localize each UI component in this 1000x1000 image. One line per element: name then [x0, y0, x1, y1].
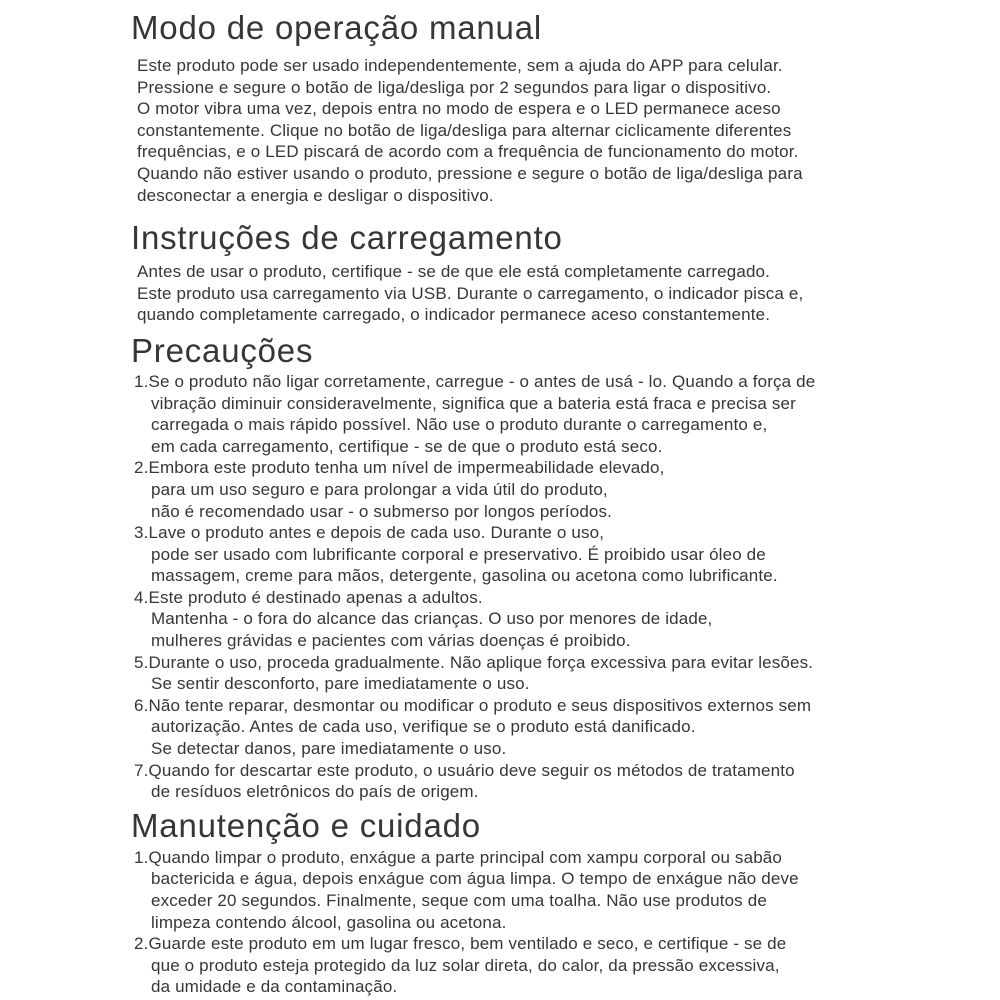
section-paragraph — [137, 261, 905, 326]
text-line: Embora este produto tenha um nível de impermeabilidade elevado, — [148, 458, 665, 478]
text-line: exceder 20 segundos. Finalmente, seque com uma toalha. Não use produtos de — [151, 891, 767, 910]
text-line: em cada carregamento, certifique - se de que o produto está seco. — [151, 436, 663, 456]
list-item — [134, 933, 905, 998]
list-item — [134, 522, 905, 587]
text-line: Lave o produto antes e depois de cada uso. Durante o uso, — [148, 523, 605, 543]
text-line: constantemente. Clique no botão de liga/desliga para alternar ciclicamente diferentes — [137, 120, 792, 140]
text-line: Se o produto não ligar corretamente, carregue - o antes de usá - lo. Quando a força de — [148, 371, 816, 391]
text-line: Este produto pode ser usado independentemente, sem a ajuda do APP para celular. — [137, 56, 783, 75]
text-line: que o produto esteja protegido da luz solar direta, do calor, da pressão excessiva, — [151, 955, 780, 975]
item-number: 1. — [134, 847, 149, 867]
list-item — [134, 371, 905, 457]
text-line: mulheres grávidas e pacientes com várias doenças é proibido. — [151, 631, 631, 651]
list-item — [134, 695, 905, 760]
section-title: Modo de operação manual — [131, 9, 542, 46]
item-number: 6. — [134, 695, 149, 715]
item-number: 2. — [134, 934, 149, 954]
numbered-list — [134, 371, 905, 803]
text-line: de resíduos eletrônicos do país de origem. — [151, 782, 479, 802]
section-modo-de-operacao-manual — [131, 9, 905, 206]
text-line: Este produto é destinado apenas a adultos. — [148, 587, 483, 607]
item-number: 3. — [134, 523, 149, 543]
numbered-list — [134, 847, 905, 998]
section-precaucoes — [131, 332, 905, 803]
section-title: Instruções de carregamento — [131, 219, 563, 257]
section-paragraph — [137, 55, 905, 206]
text-line: autorização. Antes de cada uso, verifique se o produto está danificado. — [151, 717, 696, 737]
item-number: 7. — [134, 760, 149, 780]
list-item — [134, 760, 905, 803]
item-number: 4. — [134, 587, 149, 607]
text-line: Guarde este produto em um lugar fresco, bem ventilado e seco, e certifique - se de — [148, 934, 787, 954]
text-line: O motor vibra uma vez, depois entra no modo de espera e o LED permanece aceso — [137, 99, 781, 119]
text-line: Mantenha - o fora do alcance das crianças. O uso por menores de idade, — [151, 609, 713, 629]
text-line: Quando for descartar este produto, o usuário deve seguir os métodos de tratamento — [148, 760, 795, 780]
text-line: Quando não estiver usando o produto, pressione e segure o botão de liga/desliga para — [137, 163, 803, 183]
list-item — [134, 457, 905, 522]
text-line: Antes de usar o produto, certifique - se de que ele está completamente carregado. — [137, 262, 771, 282]
section-manutencao-e-cuidado — [131, 807, 905, 998]
text-line: Não tente reparar, desmontar ou modificar o produto e seus dispositivos externos sem — [148, 695, 812, 715]
text-line: Pressione e segure o botão de liga/desliga por 2 segundos para ligar o dispositivo. — [137, 77, 772, 97]
text-line: frequências, e o LED piscará de acordo com a frequência de funcionamento do motor. — [137, 142, 799, 162]
text-line: para um uso seguro e para prolongar a vida útil do produto, — [151, 479, 608, 499]
list-item — [134, 587, 905, 652]
list-item — [134, 652, 905, 695]
item-number: 2. — [134, 458, 149, 478]
text-line: Durante o uso, proceda gradualmente. Não aplique força excessiva para evitar lesões. — [148, 652, 814, 672]
text-line: Se detectar danos, pare imediatamente o uso. — [151, 739, 507, 759]
manual-sections — [131, 9, 905, 998]
item-number: 5. — [134, 652, 149, 672]
section-instrucoes-de-carregamento — [131, 219, 905, 326]
text-line: da umidade e da contaminação. — [151, 977, 398, 997]
text-line: não é recomendado usar - o submerso por longos períodos. — [151, 501, 613, 521]
text-line: Se sentir desconforto, pare imediatamente o uso. — [151, 674, 530, 694]
text-line: massagem, creme para mãos, detergente, gasolina ou acetona como lubrificante. — [151, 566, 778, 586]
text-line: Quando limpar o produto, enxágue a parte principal com xampu corporal ou sabão — [148, 847, 783, 867]
text-line: vibração diminuir consideravelmente, significa que a bateria está fraca e precisa ser — [151, 393, 796, 413]
text-line: bactericida e água, depois enxágue com água limpa. O tempo de enxágue não deve — [151, 869, 799, 889]
text-line: quando completamente carregado, o indicador permanece aceso constantemente. — [137, 305, 771, 325]
list-item — [134, 847, 905, 933]
item-number: 1. — [134, 371, 149, 391]
text-line: pode ser usado com lubrificante corporal e preservativo. É proibido usar óleo de — [151, 544, 766, 564]
section-title: Manutenção e cuidado — [131, 806, 481, 844]
text-line: desconectar a energia e desligar o dispositivo. — [137, 185, 494, 205]
text-line: limpeza contendo álcool, gasolina ou acetona. — [151, 912, 507, 932]
text-line: carregada o mais rápido possível. Não use o produto durante o carregamento e, — [151, 415, 768, 435]
section-title: Precauções — [131, 331, 314, 369]
text-line: Este produto usa carregamento via USB. Durante o carregamento, o indicador pisca e, — [137, 283, 804, 303]
